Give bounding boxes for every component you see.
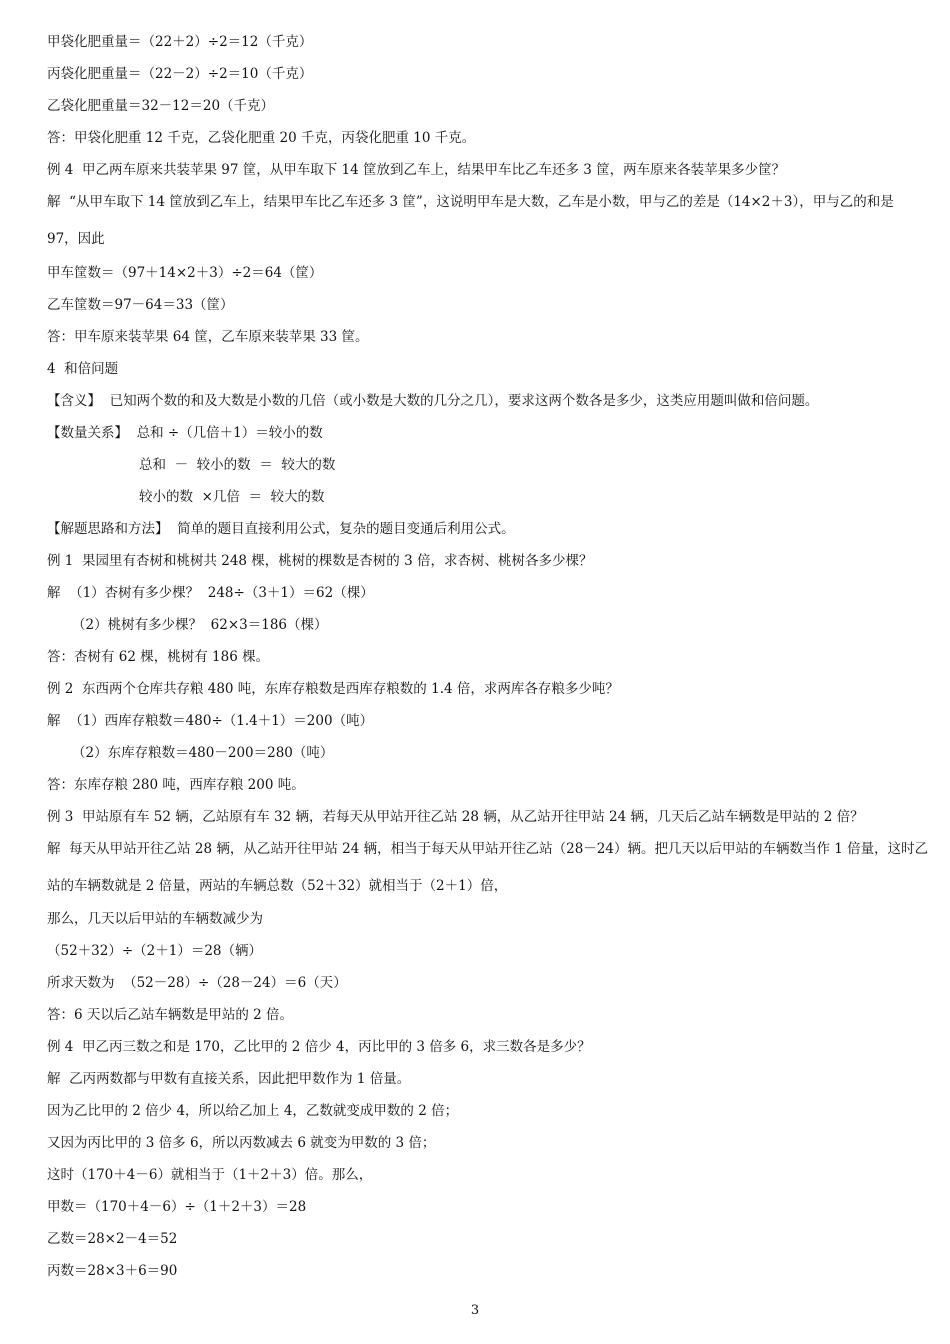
page-number: 3	[470, 1303, 480, 1318]
solution-line: （2）桃树有多少棵？ 62×3＝186（棵）	[72, 617, 328, 633]
solution-line: 解 （1）西库存粮数＝480÷（1.4＋1）＝200（吨）	[47, 713, 374, 729]
text-line: 这时（170＋4－6）就相当于（1＋2＋3）倍。那么，	[47, 1167, 373, 1183]
text-line: 97，因此	[47, 231, 105, 247]
text-line: 甲数＝（170＋4－6）÷（1＋2＋3）＝28	[47, 1199, 307, 1215]
relation-line: 【数量关系】 总和 ÷（几倍＋1）＝较小的数	[47, 425, 323, 441]
solution-line: 解 “从甲车取下 14 筐放到乙车上，结果甲车比乙车还多 3 筐”，这说明甲车是大数，乙车是小数，甲与乙的差是（14×2＋3），甲与乙的和是	[47, 194, 894, 210]
text-line: 甲车筐数＝（97＋14×2＋3）÷2＝64（筐）	[47, 265, 323, 281]
solution-line: （2）东库存粮数＝480－200＝280（吨）	[72, 745, 334, 761]
text-line: 又因为丙比甲的 3 倍多 6，所以丙数减去 6 就变为甲数的 3 倍；	[47, 1135, 436, 1151]
answer-line: 答：杏树有 62 棵，桃树有 186 棵。	[47, 649, 270, 665]
text-line: 乙袋化肥重量＝32－12＝20（千克）	[47, 98, 275, 114]
text-line: 所求天数为 （52－28）÷（28－24）＝6（天）	[47, 975, 347, 991]
example-heading: 例 2 东西两个仓库共存粮 480 吨，东库存粮数是西库存粮数的 1.4 倍，求两库各存粮多少吨？	[47, 681, 619, 697]
solution-line: 解 （1）杏树有多少棵？ 248÷（3＋1）＝62（棵）	[47, 585, 374, 601]
text-line: （52＋32）÷（2＋1）＝28（辆）	[47, 943, 263, 959]
text-line: 乙车筐数＝97－64＝33（筐）	[47, 297, 234, 313]
example-heading: 例 3 甲站原有车 52 辆，乙站原有车 32 辆，若每天从甲站开往乙站 28 辆，从乙站开往甲站 24 辆，几天后乙站车辆数是甲站的 2 倍？	[47, 809, 864, 825]
relation-line: 较小的数 ×几倍 ＝ 较大的数	[139, 489, 325, 505]
section-heading: 4 和倍问题	[47, 361, 119, 377]
text-line: 因为乙比甲的 2 倍少 4，所以给乙加上 4，乙数就变成甲数的 2 倍；	[47, 1103, 459, 1119]
text-line: 站的车辆数就是 2 倍量，两站的车辆总数（52＋32）就相当于（2＋1）倍，	[47, 878, 508, 894]
text-line: 乙数＝28×2－4＝52	[47, 1231, 178, 1247]
answer-line: 答：甲袋化肥重 12 千克，乙袋化肥重 20 千克，丙袋化肥重 10 千克。	[47, 130, 476, 146]
text-line: 那么，几天以后甲站的车辆数减少为	[47, 911, 263, 927]
text-line: 甲袋化肥重量＝（22＋2）÷2＝12（千克）	[47, 34, 313, 50]
solution-line: 解 乙丙两数都与甲数有直接关系，因此把甲数作为 1 倍量。	[47, 1071, 411, 1087]
solution-line: 解 每天从甲站开往乙站 28 辆，从乙站开往甲站 24 辆，相当于每天从甲站开往乙站（28－24）辆。把几天以后甲站的车辆数当作 1 倍量，这时乙	[47, 841, 929, 857]
text-line: 丙袋化肥重量＝（22－2）÷2＝10（千克）	[47, 66, 313, 82]
example-heading: 例 1 果园里有杏树和桃树共 248 棵，桃树的棵数是杏树的 3 倍，求杏树、桃树各多少棵？	[47, 553, 593, 569]
example-heading: 例 4 甲乙丙三数之和是 170，乙比甲的 2 倍少 4，丙比甲的 3 倍多 6，求三数各是多少？	[47, 1039, 591, 1055]
text-line: 丙数＝28×3＋6＝90	[47, 1263, 178, 1279]
method-line: 【解题思路和方法】 简单的题目直接利用公式，复杂的题目变通后利用公式。	[47, 521, 515, 537]
answer-line: 答：6 天以后乙站车辆数是甲站的 2 倍。	[47, 1007, 294, 1023]
relation-line: 总和 － 较小的数 ＝ 较大的数	[139, 457, 336, 473]
answer-line: 答：甲车原来装苹果 64 筐，乙车原来装苹果 33 筐。	[47, 329, 369, 345]
example-heading: 例 4 甲乙两车原来共装苹果 97 筐，从甲车取下 14 筐放到乙车上，结果甲车比乙车还多 3 筐，两车原来各装苹果多少筐？	[47, 162, 786, 178]
answer-line: 答：东库存粮 280 吨，西库存粮 200 吨。	[47, 777, 305, 793]
definition-line: 【含义】 已知两个数的和及大数是小数的几倍（或小数是大数的几分之几），要求这两个数各是多少，这类应用题叫做和倍问题。	[47, 393, 819, 409]
